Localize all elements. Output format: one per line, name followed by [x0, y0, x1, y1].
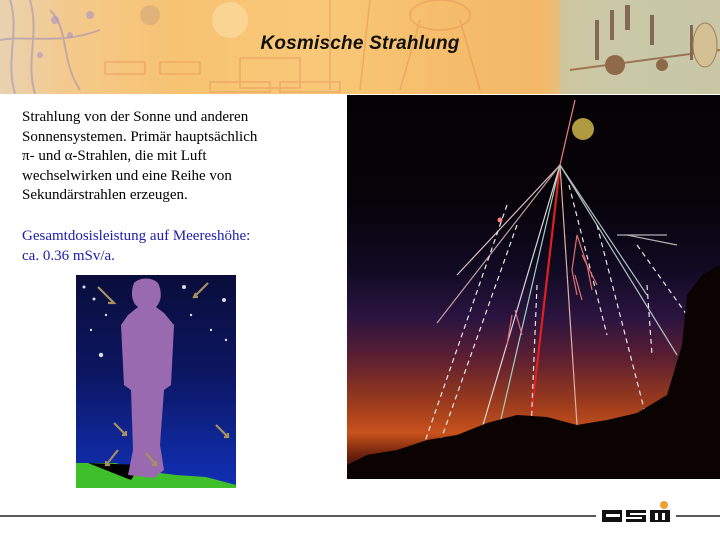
- tree-silhouette: [347, 265, 720, 479]
- dose-rate-text: [22, 227, 322, 266]
- description-line: π- und α-Strahlen, die mit Luft: [22, 148, 207, 164]
- gsi-logo-icon: [600, 500, 676, 526]
- description-text: [22, 108, 322, 206]
- dose-rate-label: Gesamtdosisleistung auf Meereshöhe:: [22, 228, 251, 244]
- slide-title: Kosmische Strahlung: [260, 33, 460, 54]
- particle-shower-illustration: [347, 95, 720, 479]
- header-banner: [0, 0, 720, 94]
- description-line: Strahlung von der Sonne und anderen: [22, 109, 249, 125]
- planet-icon: [498, 218, 503, 223]
- description-line: Sekundärstrahlen erzeugen.: [22, 187, 188, 203]
- description-line: Sonnensystemen. Primär hauptsächlich: [22, 128, 258, 145]
- footer-divider: [0, 515, 596, 517]
- person-silhouette-icon: [76, 275, 236, 488]
- moon-icon: [572, 118, 594, 140]
- footer-divider-right: [676, 515, 720, 517]
- description-line: wechselwirken und eine Reihe von: [22, 167, 232, 184]
- cosmic-ray-shower-photo: [347, 95, 720, 479]
- person-radiation-illustration: [76, 275, 236, 488]
- gsi-logo: [600, 500, 676, 526]
- dose-rate-value: ca. 0.36 mSv/a.: [22, 247, 115, 264]
